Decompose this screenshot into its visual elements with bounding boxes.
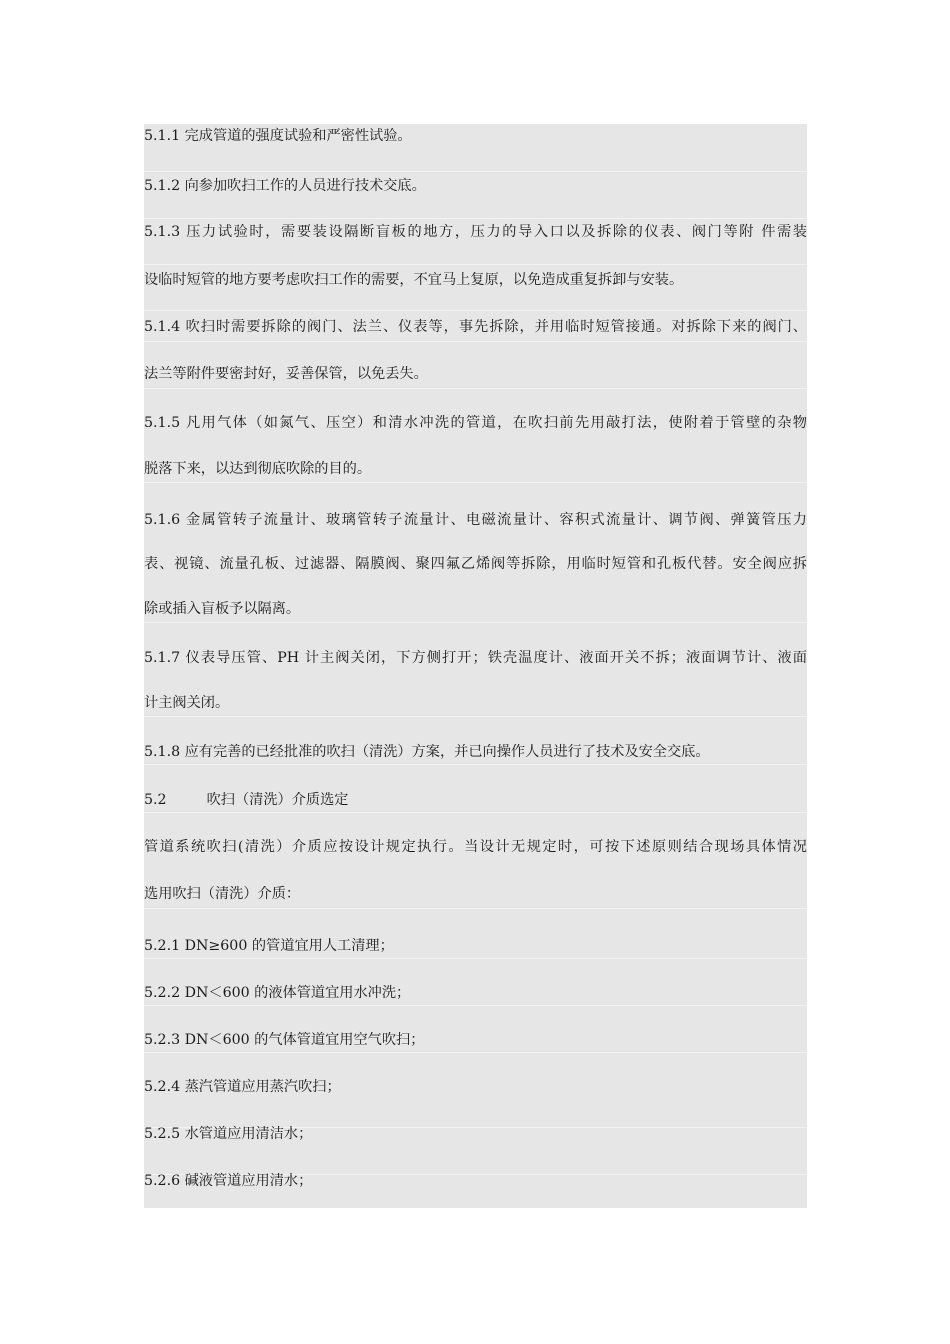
text-line-5-1-6-a: 5.1.6 金属管转子流量计、玻璃管转子流量计、电磁流量计、容积式流量计、调节阀、弹簧管压力 — [144, 512, 807, 528]
text-line-5-1-1: 5.1.1 完成管道的强度试验和严密性试验。 — [144, 128, 412, 144]
line-separator — [144, 716, 807, 717]
line-separator — [144, 1052, 807, 1053]
line-separator — [144, 812, 807, 813]
text-line-5-1-8: 5.1.8 应有完善的已经批准的吹扫（清洗）方案，并已向操作人员进行了技术及安全交底。 — [144, 744, 710, 760]
text-line-5-1-2: 5.1.2 向参加吹扫工作的人员进行技术交底。 — [144, 178, 426, 194]
line-separator — [144, 388, 807, 389]
text-line-5-1-6-c: 除或插入盲板予以隔离。 — [144, 601, 301, 617]
line-separator — [144, 908, 807, 909]
text-line-5-2-3: 5.2.3 DN＜600 的气体管道宜用空气吹扫； — [144, 1032, 425, 1048]
line-separator — [144, 622, 807, 623]
text-line-5-2-intro-b: 选用吹扫（清洗）介质： — [144, 886, 301, 902]
line-separator — [144, 218, 807, 219]
text-line-5-2-2: 5.2.2 DN＜600 的液体管道宜用水冲洗； — [144, 985, 411, 1001]
line-separator — [144, 958, 807, 959]
section-title: 吹扫（清洗）介质选定 — [206, 792, 349, 808]
text-line-5-2-6: 5.2.6 碱液管道应用清水； — [144, 1173, 313, 1189]
line-separator — [144, 341, 807, 342]
text-line-5-1-4-b: 法兰等附件要密封好，妥善保管，以免丢失。 — [144, 366, 428, 382]
line-separator — [144, 171, 807, 172]
line-separator — [144, 1005, 807, 1006]
text-line-5-2-5: 5.2.5 水管道应用清洁水； — [144, 1126, 313, 1142]
text-line-5-1-5-a: 5.1.5 凡用气体（如氮气、压空）和清水冲洗的管道，在吹扫前先用敲打法，使附着于管壁的杂物 — [144, 415, 807, 431]
text-line-5-1-3-b: 设临时短管的地方要考虑吹扫工作的需要，不宜马上复原，以免造成重复拆卸与安装。 — [144, 272, 684, 288]
section-heading-5-2 — [144, 788, 807, 812]
text-line-5-1-5-b: 脱落下来，以达到彻底吹除的目的。 — [144, 461, 372, 477]
text-line-5-1-6-b: 表、视镜、流量孔板、过滤器、隔膜阀、聚四氟乙烯阀等拆除，用临时短管和孔板代替。安全阀应拆 — [144, 556, 807, 572]
text-line-5-2-4: 5.2.4 蒸汽管道应用蒸汽吹扫； — [144, 1079, 341, 1095]
line-separator — [144, 310, 807, 311]
text-line-5-1-3-a: 5.1.3 压力试验时，需要装设隔断盲板的地方，压力的导入口以及拆除的仪表、阀门等附 件需装 — [144, 224, 807, 240]
line-separator — [144, 264, 807, 265]
document-body — [144, 124, 807, 1208]
text-line-5-2-1: 5.2.1 DN≥600 的管道宜用人工清理； — [144, 938, 394, 954]
line-separator — [144, 764, 807, 765]
section-number: 5.2 — [144, 792, 167, 808]
text-line-5-2-intro-a: 管道系统吹扫(清洗）介质应按设计规定执行。当设计无规定时，可按下述原则结合现场具体情况 — [144, 839, 807, 855]
text-line-5-1-7-b: 计主阀关闭。 — [144, 695, 230, 711]
line-separator — [144, 482, 807, 483]
text-line-5-1-7-a: 5.1.7 仪表导压管、PH 计主阀关闭，下方侧打开；铁壳温度计、液面开关不拆；液面调节计、液面 — [144, 650, 807, 666]
text-line-5-1-4-a: 5.1.4 吹扫时需要拆除的阀门、法兰、仪表等，事先拆除，并用临时短管接通。对拆除下来的阀门、 — [144, 319, 807, 335]
